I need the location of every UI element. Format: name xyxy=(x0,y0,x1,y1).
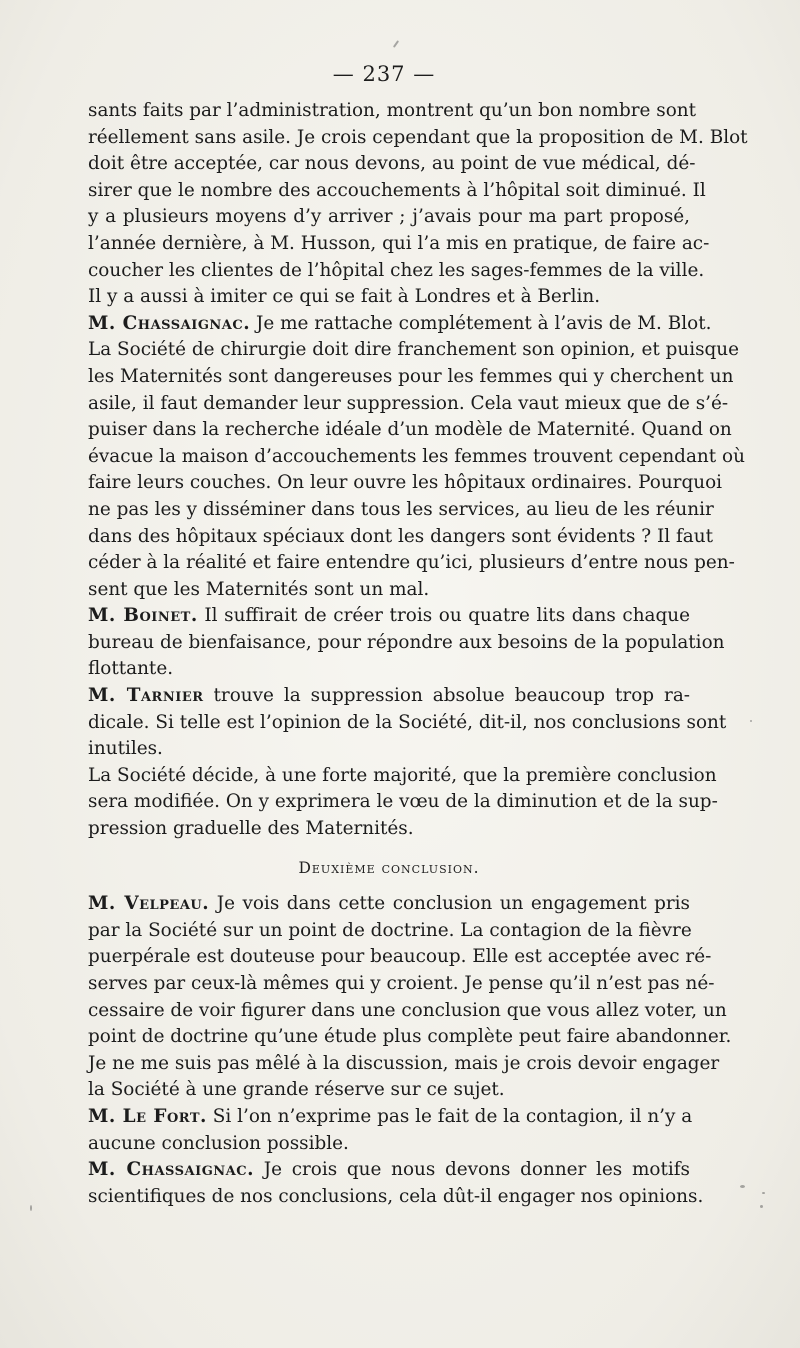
text-line: puiser dans la recherche idéale d’un modèle de Maternité. Quand on xyxy=(88,419,732,441)
text-line: les Maternités sont dangereuses pour les femmes qui y cherchent un xyxy=(88,365,734,387)
text-line: sera modifiée. On y exprimera le vœu de la diminution et de la sup- xyxy=(88,791,718,813)
text-line: Je ne me suis pas mêlé à la discussion, mais je crois devoir engager xyxy=(88,1052,720,1074)
speech-text: trouve la suppression absolue beaucoup trop ra- xyxy=(203,685,691,707)
text-line: par la Société sur un point de doctrine. La contagion de la fièvre xyxy=(88,919,692,941)
speaker-name: M. Boinet. xyxy=(88,605,198,627)
text-body xyxy=(88,98,748,1210)
text-line: doit être acceptée, car nous devons, au point de vue médical, dé- xyxy=(88,153,696,175)
paragraph-le-fort xyxy=(88,1104,693,1157)
text-line: point de doctrine qu’une étude plus complète peut faire abandonner. xyxy=(88,1026,732,1048)
speaker-name: M. Chassaignac. xyxy=(88,312,251,334)
text-line: La Société décide, à une forte majorité, que la première conclusion xyxy=(88,764,717,786)
speech-text: Il suffirait de créer trois ou quatre lits dans chaque xyxy=(197,605,691,627)
text-line: sent que les Maternités sont un mal. xyxy=(88,578,430,600)
text-line: sirer que le nombre des accouchements à l’hôpital soit diminué. Il xyxy=(88,179,706,201)
text-line: flottante. xyxy=(88,658,174,680)
paragraph-boinet xyxy=(88,603,725,683)
text-line: serves par ceux-là mêmes qui y croient. Je pense qu’il n’est pas né- xyxy=(88,973,715,994)
text-line xyxy=(88,683,690,710)
text-line: sants faits par l’administration, montrent qu’un bon nombre sont xyxy=(88,100,697,121)
text-line: faire leurs couches. On leur ouvre les hôpitaux ordinaires. Pourquoi xyxy=(88,472,723,494)
speech-text: Je crois que nous devons donner les motifs xyxy=(254,1159,690,1181)
text-line: La Société de chirurgie doit dire franchement son opinion, et puisque xyxy=(88,339,740,361)
text-line: asile, il faut demander leur suppression. Cela vaut mieux que de s’é- xyxy=(88,392,729,414)
text-line: y a plusieurs moyens d’y arriver ; j’avais pour ma part proposé, xyxy=(88,206,690,228)
scan-speck xyxy=(760,1205,763,1208)
text-line: dans des hôpitaux spéciaux dont les dangers sont évidents ? Il faut xyxy=(88,525,714,547)
paragraph-tarnier xyxy=(88,683,727,763)
text-line xyxy=(88,603,690,630)
scan-speck xyxy=(740,1185,745,1188)
text-line: puerpérale est douteuse pour beaucoup. Elle est acceptée avec ré- xyxy=(88,946,712,968)
paragraph-velpeau xyxy=(88,891,732,1104)
text-line: pression graduelle des Maternités. xyxy=(88,818,414,840)
text-line: évacue la maison d’accouchements les femmes trouvent cependant où xyxy=(88,445,745,467)
text-line: scientifiques de nos conclusions, cela dût-il engager nos opinions. xyxy=(88,1185,704,1207)
speaker-name: M. Velpeau. xyxy=(88,893,210,915)
text-line xyxy=(88,311,712,338)
speaker-name: M. Tarnier xyxy=(88,685,204,707)
speaker-name: M. Chassaignac. xyxy=(88,1159,255,1181)
paragraph-1 xyxy=(88,98,748,311)
text-line xyxy=(88,891,690,918)
paragraph-chassaignac-1 xyxy=(88,311,745,604)
text-line: inutiles. xyxy=(88,738,163,760)
text-line: l’année dernière, à M. Husson, qui l’a mis en pratique, de faire ac- xyxy=(88,232,710,254)
text-line: aucune conclusion possible. xyxy=(88,1132,349,1154)
section-heading: Deuxième conclusion. xyxy=(298,858,480,877)
text-line: dicale. Si telle est l’opinion de la Société, dit-il, nos conclusions sont xyxy=(88,711,727,733)
paragraph-chassaignac-2 xyxy=(88,1157,704,1210)
text-line: céder à la réalité et faire entendre qu’ici, plusieurs d’entre nous pen- xyxy=(88,552,735,574)
text-line: la Société à une grande réserve sur ce sujet. xyxy=(88,1079,505,1101)
text-line: ne pas les y disséminer dans tous les services, au lieu de les réunir xyxy=(88,498,714,520)
speech-text: Si l’on n’exprime pas le fait de la contagion, il n’y a xyxy=(206,1105,693,1127)
scan-speck xyxy=(30,1205,32,1211)
speaker-name: M. Le Fort. xyxy=(88,1105,207,1127)
paragraph-decision xyxy=(88,763,718,843)
text-line xyxy=(88,1104,693,1131)
text-line: réellement sans asile. Je crois cependant que la proposition de M. Blot xyxy=(88,126,748,148)
scan-speck xyxy=(393,40,399,48)
speech-text: Je vois dans cette conclusion un engagement pris xyxy=(209,893,690,915)
text-line: coucher les clientes de l’hôpital chez les sages-femmes de la ville. xyxy=(88,259,705,281)
speech-text: Je me rattache complétement à l’avis de M. Blot. xyxy=(250,312,712,334)
text-line: Il y a aussi à imiter ce qui se fait à Londres et à Berlin. xyxy=(88,286,601,308)
text-line: cessaire de voir figurer dans une conclusion que vous allez voter, un xyxy=(88,999,727,1021)
scan-speck xyxy=(762,1192,765,1194)
text-line: bureau de bienfaisance, pour répondre aux besoins de la population xyxy=(88,631,725,653)
scan-speck xyxy=(750,720,752,722)
page-number: — 237 — xyxy=(332,62,436,86)
text-line xyxy=(88,1157,690,1184)
